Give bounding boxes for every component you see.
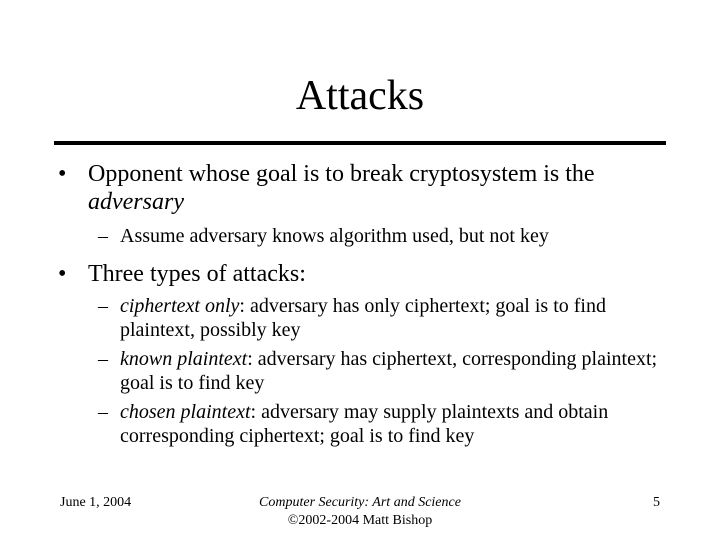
footer-course: Computer Security: Art and Science (259, 495, 461, 510)
sub-bullet-2-2 (58, 347, 668, 395)
page-number: 5 (653, 495, 660, 510)
bullet-marker: • (58, 161, 67, 187)
sub-bullet-2-3 (58, 400, 668, 448)
footer-copyright: ©2002-2004 Matt Bishop (287, 513, 433, 528)
dash-marker: – (98, 401, 108, 423)
bullet-2 (58, 260, 668, 288)
bullet-2-text: Three types of attacks: (88, 261, 306, 287)
sub-bullet-2-2-italic: known plaintext (120, 348, 248, 370)
slide-body (58, 160, 668, 448)
sub-bullet-1-1-text: Assume adversary knows algorithm used, but not key (120, 225, 549, 247)
bullet-1 (58, 160, 668, 216)
sub-bullet-2-1 (58, 294, 668, 342)
bullet-1-text: Opponent whose goal is to break cryptosystem is the (88, 161, 595, 187)
footer-center (210, 494, 510, 530)
footer-date: June 1, 2004 (60, 495, 132, 510)
sub-bullet-1-1 (58, 224, 668, 248)
sub-bullet-2-3-italic: chosen plaintext (120, 401, 251, 423)
dash-marker: – (98, 348, 108, 370)
sub-bullet-2-3-text: : adversary may supply plaintexts and obtain corresponding ciphertext; goal is to find key (120, 401, 609, 447)
dash-marker: – (98, 225, 108, 247)
title-divider (54, 141, 666, 145)
bullet-marker: • (58, 261, 67, 287)
sub-bullet-2-1-italic: ciphertext only (120, 295, 240, 317)
dash-marker: – (98, 295, 108, 317)
sub-bullet-2-1-text: : adversary has only ciphertext; goal is to find plaintext, possibly key (120, 295, 606, 341)
sub-bullet-2-2-text: : adversary has ciphertext, corresponding plaintext; goal is to find key (120, 348, 658, 394)
bullet-1-italic: adversary (88, 189, 184, 215)
slide-title: Attacks (295, 73, 425, 119)
